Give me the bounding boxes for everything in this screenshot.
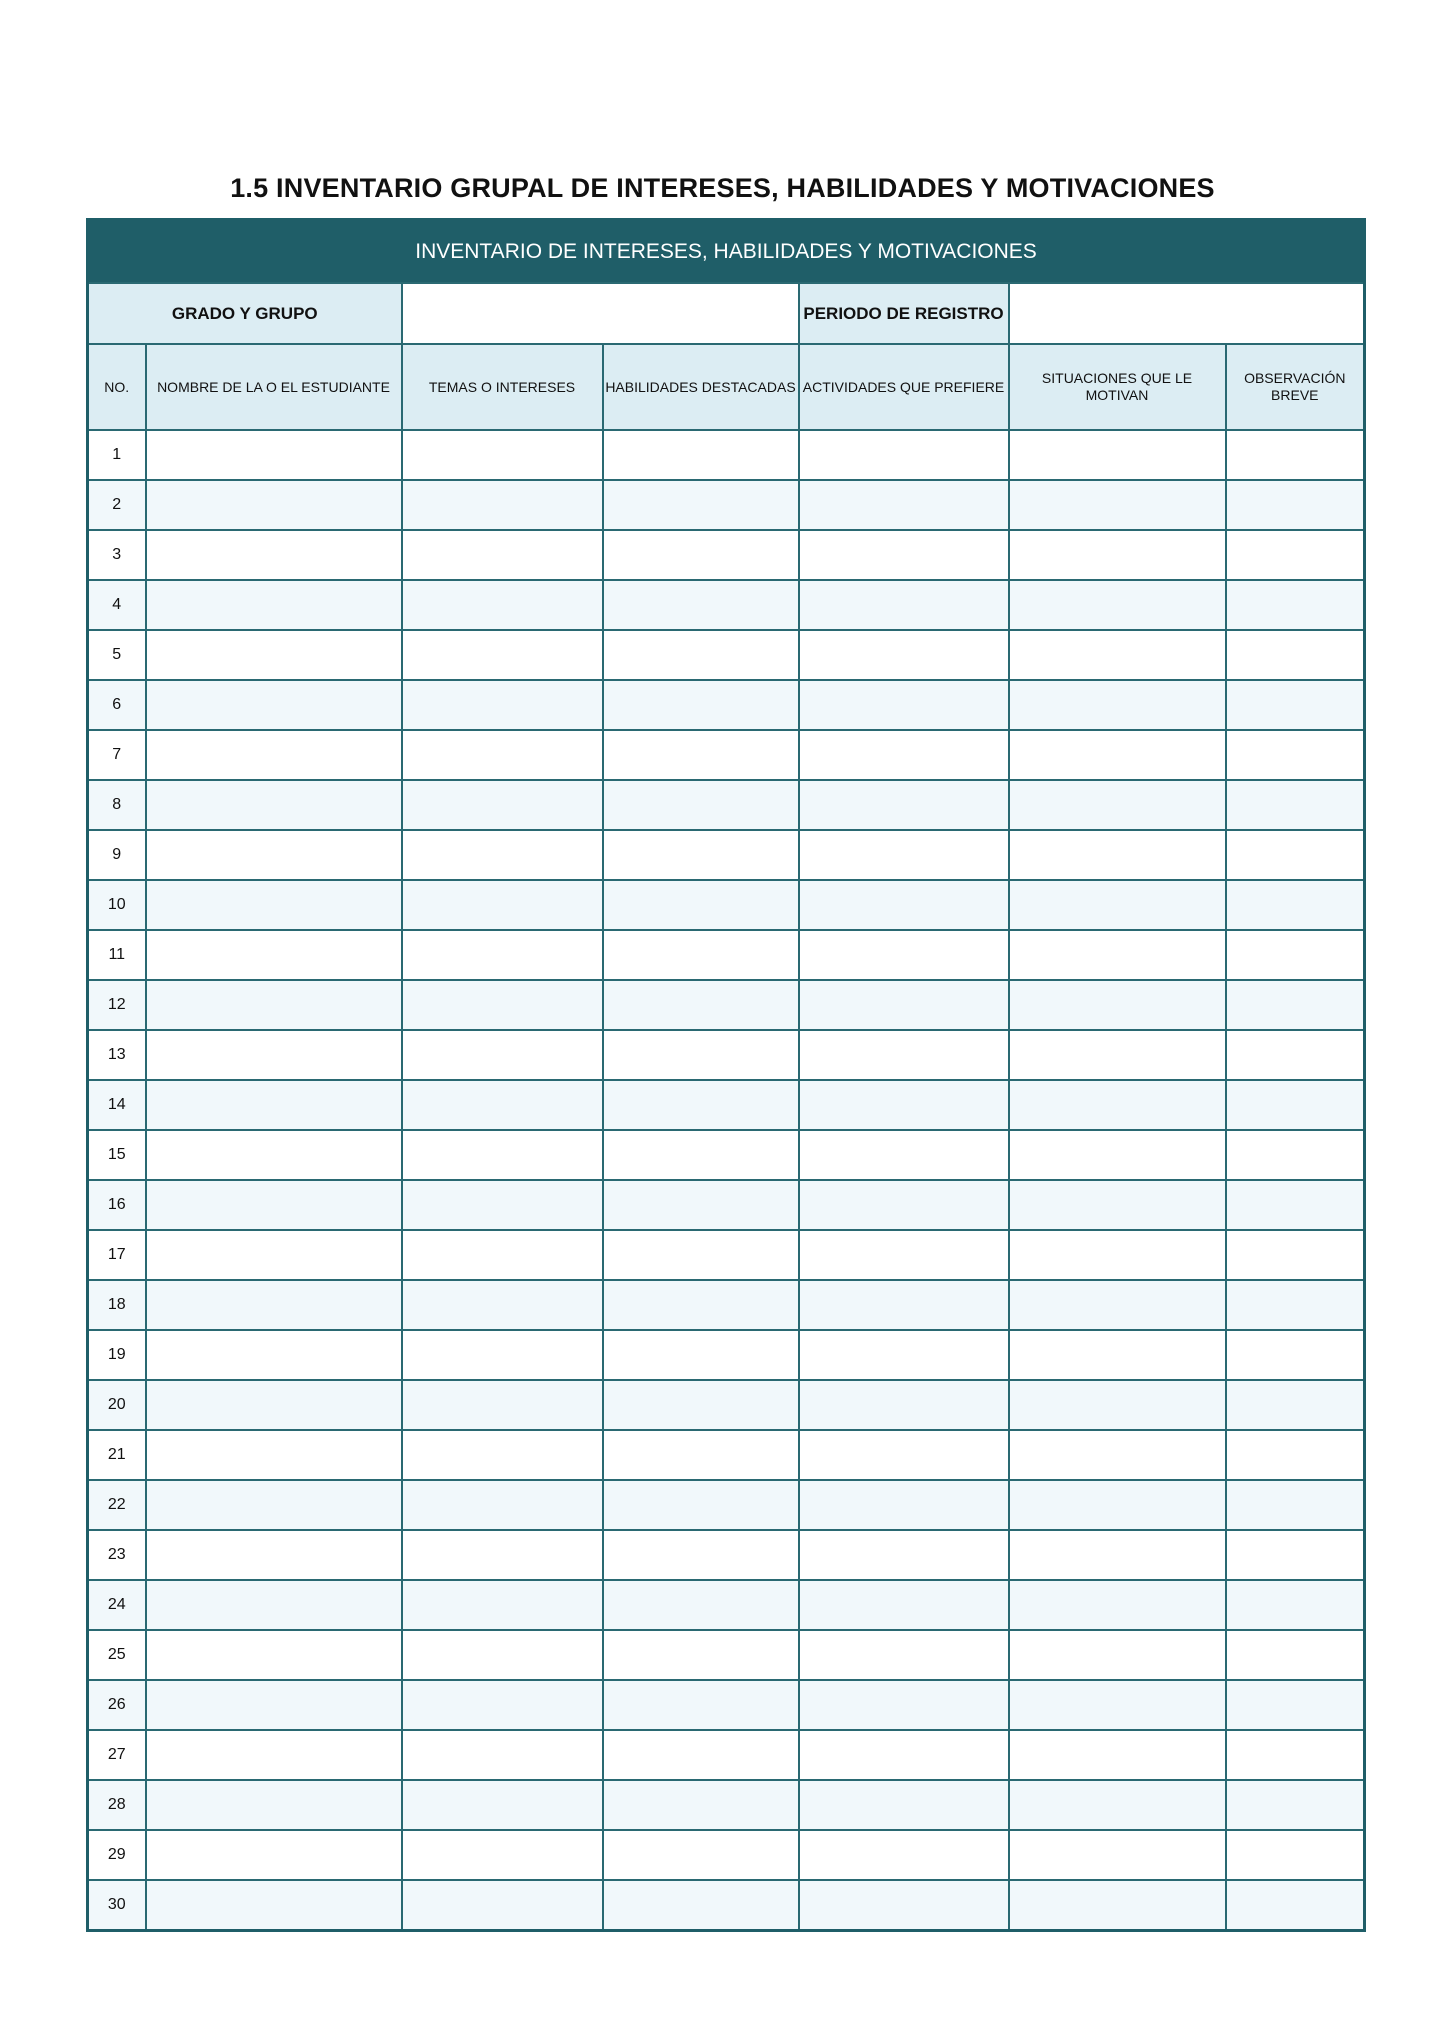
habilidades-cell[interactable]: [603, 630, 799, 680]
row-number: 27: [88, 1730, 146, 1780]
situaciones-cell[interactable]: [1009, 1480, 1226, 1530]
column-header-actividades: ACTIVIDADES QUE PREFIERE: [799, 344, 1009, 430]
temas-cell[interactable]: [402, 580, 603, 630]
table-row: [88, 1080, 1365, 1130]
observacion-cell[interactable]: [1226, 1180, 1365, 1230]
row-number: 15: [88, 1130, 146, 1180]
row-number: 20: [88, 1380, 146, 1430]
row-number: 28: [88, 1780, 146, 1830]
table-row: [88, 530, 1365, 580]
observacion-cell[interactable]: [1226, 780, 1365, 830]
table-row: [88, 1830, 1365, 1880]
row-number: 2: [88, 480, 146, 530]
row-number: 10: [88, 880, 146, 930]
table-row: [88, 580, 1365, 630]
nombre-cell[interactable]: [146, 880, 402, 930]
observacion-cell[interactable]: [1226, 1530, 1365, 1580]
habilidades-cell[interactable]: [603, 1180, 799, 1230]
observacion-cell[interactable]: [1226, 680, 1365, 730]
table-row: [88, 1130, 1365, 1180]
habilidades-cell[interactable]: [603, 680, 799, 730]
observacion-cell[interactable]: [1226, 1830, 1365, 1880]
temas-cell[interactable]: [402, 880, 603, 930]
situaciones-cell[interactable]: [1009, 1280, 1226, 1330]
temas-cell[interactable]: [402, 1030, 603, 1080]
temas-cell[interactable]: [402, 1380, 603, 1430]
situaciones-cell[interactable]: [1009, 980, 1226, 1030]
situaciones-cell[interactable]: [1009, 1580, 1226, 1630]
situaciones-cell[interactable]: [1009, 1030, 1226, 1080]
habilidades-cell[interactable]: [603, 1580, 799, 1630]
nombre-cell[interactable]: [146, 1030, 402, 1080]
habilidades-cell[interactable]: [603, 830, 799, 880]
situaciones-cell[interactable]: [1009, 1880, 1226, 1931]
grado-grupo-label: GRADO Y GRUPO: [88, 283, 402, 344]
habilidades-cell[interactable]: [603, 1030, 799, 1080]
temas-cell[interactable]: [402, 930, 603, 980]
observacion-cell[interactable]: [1226, 880, 1365, 930]
habilidades-cell[interactable]: [603, 1330, 799, 1380]
table-row: [88, 1780, 1365, 1830]
row-number: 24: [88, 1580, 146, 1630]
situaciones-cell[interactable]: [1009, 1080, 1226, 1130]
situaciones-cell[interactable]: [1009, 830, 1226, 880]
nombre-cell[interactable]: [146, 480, 402, 530]
row-number: 14: [88, 1080, 146, 1130]
nombre-cell[interactable]: [146, 1830, 402, 1880]
row-number: 21: [88, 1430, 146, 1480]
periodo-registro-field[interactable]: [1009, 283, 1365, 344]
row-number: 22: [88, 1480, 146, 1530]
habilidades-cell[interactable]: [603, 1830, 799, 1880]
table-row: [88, 430, 1365, 480]
observacion-cell[interactable]: [1226, 480, 1365, 530]
table-row: [88, 1030, 1365, 1080]
habilidades-cell[interactable]: [603, 1780, 799, 1830]
situaciones-cell[interactable]: [1009, 1530, 1226, 1580]
row-number: 18: [88, 1280, 146, 1330]
row-number: 4: [88, 580, 146, 630]
nombre-cell[interactable]: [146, 580, 402, 630]
observacion-cell[interactable]: [1226, 830, 1365, 880]
actividades-cell[interactable]: [799, 1830, 1009, 1880]
table-row: [88, 1880, 1365, 1931]
temas-cell[interactable]: [402, 1580, 603, 1630]
habilidades-cell[interactable]: [603, 1130, 799, 1180]
nombre-cell[interactable]: [146, 930, 402, 980]
temas-cell[interactable]: [402, 630, 603, 680]
habilidades-cell[interactable]: [603, 1480, 799, 1530]
nombre-cell[interactable]: [146, 430, 402, 480]
nombre-cell[interactable]: [146, 830, 402, 880]
observacion-cell[interactable]: [1226, 1680, 1365, 1730]
habilidades-cell[interactable]: [603, 580, 799, 630]
table-row: [88, 1230, 1365, 1280]
table-row: [88, 980, 1365, 1030]
observacion-cell[interactable]: [1226, 730, 1365, 780]
inventory-table: [86, 218, 1366, 1932]
actividades-cell[interactable]: [799, 1380, 1009, 1430]
temas-cell[interactable]: [402, 1230, 603, 1280]
actividades-cell[interactable]: [799, 1130, 1009, 1180]
temas-cell[interactable]: [402, 1880, 603, 1931]
situaciones-cell[interactable]: [1009, 1780, 1226, 1830]
nombre-cell[interactable]: [146, 1330, 402, 1380]
actividades-cell[interactable]: [799, 1330, 1009, 1380]
table-row: [88, 1280, 1365, 1330]
situaciones-cell[interactable]: [1009, 730, 1226, 780]
nombre-cell[interactable]: [146, 1630, 402, 1680]
column-header-temas: TEMAS O INTERESES: [402, 344, 603, 430]
habilidades-cell[interactable]: [603, 530, 799, 580]
table-row: [88, 680, 1365, 730]
temas-cell[interactable]: [402, 830, 603, 880]
table-row: [88, 1730, 1365, 1780]
actividades-cell[interactable]: [799, 630, 1009, 680]
observacion-cell[interactable]: [1226, 1080, 1365, 1130]
situaciones-cell[interactable]: [1009, 1830, 1226, 1880]
situaciones-cell[interactable]: [1009, 780, 1226, 830]
actividades-cell[interactable]: [799, 1430, 1009, 1480]
row-number: 29: [88, 1830, 146, 1880]
actividades-cell[interactable]: [799, 1780, 1009, 1830]
nombre-cell[interactable]: [146, 1180, 402, 1230]
observacion-cell[interactable]: [1226, 1280, 1365, 1330]
table-row: [88, 1380, 1365, 1430]
habilidades-cell[interactable]: [603, 980, 799, 1030]
column-header-nombre: NOMBRE DE LA O EL ESTUDIANTE: [146, 344, 402, 430]
nombre-cell[interactable]: [146, 1480, 402, 1530]
nombre-cell[interactable]: [146, 780, 402, 830]
habilidades-cell[interactable]: [603, 1080, 799, 1130]
habilidades-cell[interactable]: [603, 880, 799, 930]
observacion-cell[interactable]: [1226, 1380, 1365, 1430]
temas-cell[interactable]: [402, 1280, 603, 1330]
actividades-cell[interactable]: [799, 1580, 1009, 1630]
row-number: 6: [88, 680, 146, 730]
actividades-cell[interactable]: [799, 580, 1009, 630]
nombre-cell[interactable]: [146, 1380, 402, 1430]
table-row: [88, 1430, 1365, 1480]
grado-grupo-field[interactable]: [402, 283, 799, 344]
row-number: 11: [88, 930, 146, 980]
habilidades-cell[interactable]: [603, 1630, 799, 1680]
column-header-habilidades: HABILIDADES DESTACADAS: [603, 344, 799, 430]
row-number: 16: [88, 1180, 146, 1230]
nombre-cell[interactable]: [146, 1430, 402, 1480]
habilidades-cell[interactable]: [603, 730, 799, 780]
nombre-cell[interactable]: [146, 1580, 402, 1630]
actividades-cell[interactable]: [799, 730, 1009, 780]
table-row: [88, 780, 1365, 830]
nombre-cell[interactable]: [146, 1730, 402, 1780]
nombre-cell[interactable]: [146, 680, 402, 730]
row-number: 7: [88, 730, 146, 780]
situaciones-cell[interactable]: [1009, 930, 1226, 980]
observacion-cell[interactable]: [1226, 580, 1365, 630]
nombre-cell[interactable]: [146, 1280, 402, 1330]
habilidades-cell[interactable]: [603, 430, 799, 480]
row-number: 3: [88, 530, 146, 580]
table-row: [88, 480, 1365, 530]
nombre-cell[interactable]: [146, 1130, 402, 1180]
temas-cell[interactable]: [402, 1530, 603, 1580]
temas-cell[interactable]: [402, 1180, 603, 1230]
observacion-cell[interactable]: [1226, 980, 1365, 1030]
observacion-cell[interactable]: [1226, 630, 1365, 680]
table-row: [88, 630, 1365, 680]
actividades-cell[interactable]: [799, 780, 1009, 830]
actividades-cell[interactable]: [799, 930, 1009, 980]
temas-cell[interactable]: [402, 1780, 603, 1830]
nombre-cell[interactable]: [146, 1230, 402, 1280]
row-number: 25: [88, 1630, 146, 1680]
nombre-cell[interactable]: [146, 1680, 402, 1730]
table-row: [88, 1530, 1365, 1580]
situaciones-cell[interactable]: [1009, 1130, 1226, 1180]
actividades-cell[interactable]: [799, 430, 1009, 480]
table-body: [88, 430, 1365, 1931]
observacion-cell[interactable]: [1226, 1430, 1365, 1480]
situaciones-cell[interactable]: [1009, 480, 1226, 530]
actividades-cell[interactable]: [799, 1680, 1009, 1730]
temas-cell[interactable]: [402, 1330, 603, 1380]
temas-cell[interactable]: [402, 980, 603, 1030]
observacion-cell[interactable]: [1226, 1230, 1365, 1280]
temas-cell[interactable]: [402, 1630, 603, 1680]
row-number: 30: [88, 1880, 146, 1931]
situaciones-cell[interactable]: [1009, 1630, 1226, 1680]
habilidades-cell[interactable]: [603, 1280, 799, 1330]
actividades-cell[interactable]: [799, 1530, 1009, 1580]
nombre-cell[interactable]: [146, 530, 402, 580]
temas-cell[interactable]: [402, 680, 603, 730]
row-number: 19: [88, 1330, 146, 1380]
nombre-cell[interactable]: [146, 1530, 402, 1580]
row-number: 12: [88, 980, 146, 1030]
row-number: 13: [88, 1030, 146, 1080]
actividades-cell[interactable]: [799, 1480, 1009, 1530]
page-title: 1.5 INVENTARIO GRUPAL DE INTERESES, HABILIDADES Y MOTIVACIONES: [230, 173, 1215, 203]
temas-cell[interactable]: [402, 1430, 603, 1480]
situaciones-cell[interactable]: [1009, 1380, 1226, 1430]
row-number: 5: [88, 630, 146, 680]
actividades-cell[interactable]: [799, 1280, 1009, 1330]
table-row: [88, 830, 1365, 880]
habilidades-cell[interactable]: [603, 1880, 799, 1931]
situaciones-cell[interactable]: [1009, 1230, 1226, 1280]
table-row: [88, 1580, 1365, 1630]
temas-cell[interactable]: [402, 430, 603, 480]
situaciones-cell[interactable]: [1009, 1730, 1226, 1780]
situaciones-cell[interactable]: [1009, 1330, 1226, 1380]
table-row: [88, 930, 1365, 980]
habilidades-cell[interactable]: [603, 1380, 799, 1430]
observacion-cell[interactable]: [1226, 1480, 1365, 1530]
periodo-registro-label: PERIODO DE REGISTRO: [799, 283, 1009, 344]
actividades-cell[interactable]: [799, 530, 1009, 580]
row-number: 17: [88, 1230, 146, 1280]
observacion-cell[interactable]: [1226, 1730, 1365, 1780]
nombre-cell[interactable]: [146, 730, 402, 780]
temas-cell[interactable]: [402, 730, 603, 780]
habilidades-cell[interactable]: [603, 1730, 799, 1780]
actividades-cell[interactable]: [799, 1080, 1009, 1130]
situaciones-cell[interactable]: [1009, 430, 1226, 480]
table-row: [88, 880, 1365, 930]
table-row: [88, 1630, 1365, 1680]
table-row: [88, 1680, 1365, 1730]
observacion-cell[interactable]: [1226, 1780, 1365, 1830]
table-row: [88, 1480, 1365, 1530]
actividades-cell[interactable]: [799, 1880, 1009, 1931]
column-header-situaciones: SITUACIONES QUE LE MOTIVAN: [1009, 344, 1226, 430]
table-row: [88, 730, 1365, 780]
situaciones-cell[interactable]: [1009, 1180, 1226, 1230]
nombre-cell[interactable]: [146, 1080, 402, 1130]
temas-cell[interactable]: [402, 480, 603, 530]
actividades-cell[interactable]: [799, 1030, 1009, 1080]
table-row: [88, 1180, 1365, 1230]
situaciones-cell[interactable]: [1009, 880, 1226, 930]
actividades-cell[interactable]: [799, 1180, 1009, 1230]
row-number: 8: [88, 780, 146, 830]
nombre-cell[interactable]: [146, 1880, 402, 1931]
situaciones-cell[interactable]: [1009, 580, 1226, 630]
temas-cell[interactable]: [402, 1080, 603, 1130]
actividades-cell[interactable]: [799, 980, 1009, 1030]
temas-cell[interactable]: [402, 1480, 603, 1530]
actividades-cell[interactable]: [799, 480, 1009, 530]
observacion-cell[interactable]: [1226, 430, 1365, 480]
habilidades-cell[interactable]: [603, 1530, 799, 1580]
temas-cell[interactable]: [402, 1730, 603, 1780]
habilidades-cell[interactable]: [603, 780, 799, 830]
observacion-cell[interactable]: [1226, 1630, 1365, 1680]
temas-cell[interactable]: [402, 1830, 603, 1880]
column-header-no: NO.: [88, 344, 146, 430]
table-banner: INVENTARIO DE INTERESES, HABILIDADES Y MOTIVACIONES: [88, 220, 1365, 284]
actividades-cell[interactable]: [799, 830, 1009, 880]
observacion-cell[interactable]: [1226, 1880, 1365, 1931]
situaciones-cell[interactable]: [1009, 1680, 1226, 1730]
row-number: 9: [88, 830, 146, 880]
nombre-cell[interactable]: [146, 980, 402, 1030]
observacion-cell[interactable]: [1226, 1130, 1365, 1180]
row-number: 1: [88, 430, 146, 480]
habilidades-cell[interactable]: [603, 1680, 799, 1730]
habilidades-cell[interactable]: [603, 930, 799, 980]
temas-cell[interactable]: [402, 1680, 603, 1730]
situaciones-cell[interactable]: [1009, 680, 1226, 730]
row-number: 26: [88, 1680, 146, 1730]
actividades-cell[interactable]: [799, 1730, 1009, 1780]
nombre-cell[interactable]: [146, 1780, 402, 1830]
situaciones-cell[interactable]: [1009, 1430, 1226, 1480]
temas-cell[interactable]: [402, 780, 603, 830]
observacion-cell[interactable]: [1226, 1330, 1365, 1380]
observacion-cell[interactable]: [1226, 930, 1365, 980]
temas-cell[interactable]: [402, 1130, 603, 1180]
actividades-cell[interactable]: [799, 1230, 1009, 1280]
situaciones-cell[interactable]: [1009, 630, 1226, 680]
temas-cell[interactable]: [402, 530, 603, 580]
actividades-cell[interactable]: [799, 1630, 1009, 1680]
observacion-cell[interactable]: [1226, 530, 1365, 580]
habilidades-cell[interactable]: [603, 1430, 799, 1480]
actividades-cell[interactable]: [799, 680, 1009, 730]
habilidades-cell[interactable]: [603, 1230, 799, 1280]
habilidades-cell[interactable]: [603, 480, 799, 530]
column-header-observacion: OBSERVACIÓN BREVE: [1226, 344, 1365, 430]
nombre-cell[interactable]: [146, 630, 402, 680]
actividades-cell[interactable]: [799, 880, 1009, 930]
observacion-cell[interactable]: [1226, 1580, 1365, 1630]
table-row: [88, 1330, 1365, 1380]
row-number: 23: [88, 1530, 146, 1580]
situaciones-cell[interactable]: [1009, 530, 1226, 580]
observacion-cell[interactable]: [1226, 1030, 1365, 1080]
